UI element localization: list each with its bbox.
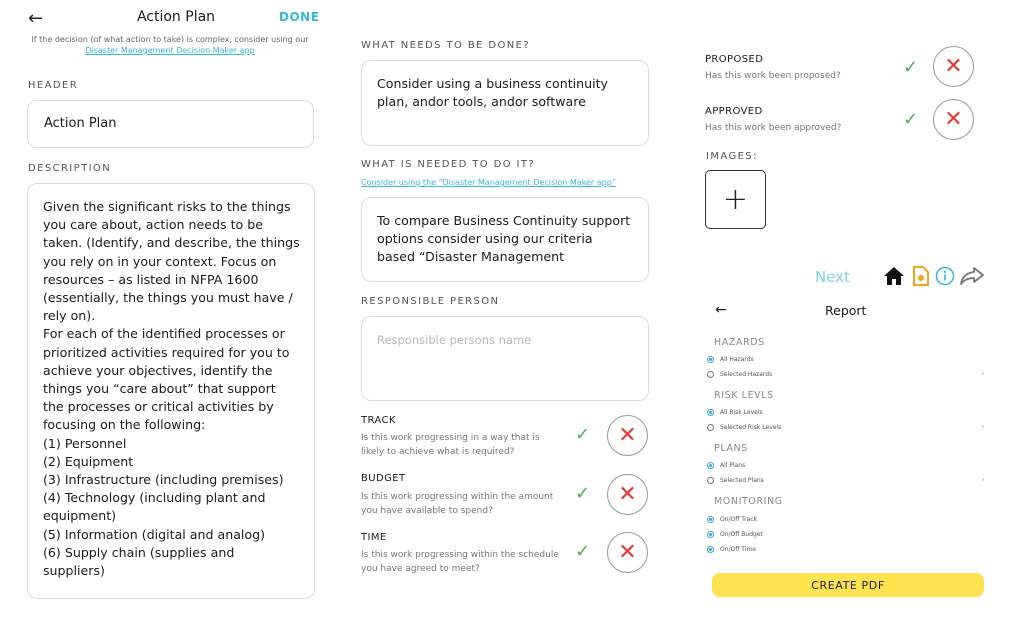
create-pdf-button[interactable]: CREATE PDF [712, 573, 984, 597]
plus-icon: + [722, 182, 749, 217]
on-off-budget-radio[interactable] [707, 531, 763, 538]
report-title: Report [825, 303, 867, 318]
approved-question: Has this work been approved? [705, 123, 842, 133]
what-needs-done-label: WHAT NEEDS TO BE DONE? [361, 40, 531, 51]
on-off-time-label: On/Off Time [720, 546, 756, 553]
all-plans-radio[interactable] [707, 462, 745, 469]
responsible-person-placeholder: Responsible persons name [377, 333, 532, 347]
track-title: TRACK [361, 415, 396, 426]
page-title: Action Plan [136, 9, 216, 25]
radio-empty-icon [707, 477, 714, 484]
all-plans-label: All Plans [720, 462, 746, 469]
document-icon[interactable] [912, 266, 930, 291]
track-cross-icon: ✕ [618, 423, 637, 448]
time-title: TIME [361, 532, 387, 543]
monitoring-label: MONITORING [714, 496, 783, 507]
radio-selected-icon [707, 516, 714, 523]
selected-risk-levels-label: Selected Risk Levels [720, 424, 782, 431]
budget-question: Is this work progressing within the amount you have available to spend? [361, 492, 554, 516]
share-icon[interactable] [960, 267, 984, 290]
decision-maker-link[interactable]: Disaster Management Decision Maker app [85, 46, 255, 55]
add-image-button[interactable] [705, 170, 766, 229]
on-off-time-radio[interactable] [707, 546, 756, 553]
plans-label: PLANS [714, 443, 748, 454]
proposed-title: PROPOSED [705, 54, 764, 65]
track-cross-button[interactable] [607, 415, 648, 456]
proposed-cross-icon: ✕ [944, 54, 963, 79]
header-input[interactable]: Action Plan [27, 100, 314, 148]
all-risk-levels-label: All Risk Levels [720, 409, 763, 416]
done-button[interactable]: DONE [279, 10, 320, 24]
info-icon[interactable] [935, 266, 955, 291]
radio-selected-icon [707, 356, 714, 363]
all-risk-levels-radio[interactable] [707, 409, 763, 416]
what-is-needed-input[interactable]: To compare Business Continuity support options consider using our criteria based “Disaster Management [361, 197, 649, 282]
radio-selected-icon [707, 409, 714, 416]
on-off-track-label: On/Off Track [720, 516, 758, 523]
approved-cross-button[interactable] [933, 99, 974, 140]
chevron-right-icon[interactable]: › [981, 369, 985, 379]
home-icon[interactable] [883, 266, 905, 291]
budget-cross-icon: ✕ [618, 482, 637, 507]
back-arrow-icon[interactable]: ← [28, 8, 44, 29]
selected-plans-label: Selected Plans [720, 477, 764, 484]
images-label: IMAGES: [706, 151, 758, 162]
budget-title: BUDGET [361, 473, 406, 484]
radio-empty-icon [707, 371, 714, 378]
hint-text: If the decision (of what action to take) is complex, consider using our [31, 35, 309, 44]
report-back-arrow-icon[interactable]: ← [715, 302, 727, 318]
chevron-right-icon[interactable]: › [981, 475, 985, 485]
radio-empty-icon [707, 424, 714, 431]
selected-risk-levels-radio[interactable] [707, 424, 781, 431]
time-cross-icon: ✕ [618, 540, 637, 565]
description-label: DESCRIPTION [28, 163, 112, 174]
decision-maker-hint [20, 34, 320, 56]
proposed-cross-button[interactable] [933, 46, 974, 87]
description-text: Given the significant risks to the things you care about, action needs to be taken. (Identify, and describe, the things you rely on in your context. Focus on resources – as listed in NFPA 1600 (essentially, the things you must have / rely on). For each of the identified processes or prioritized activities required for you to achieve your objectives, identify the things you “care about” that support the processes or critical activities by focusing on the following: (1) Personnel (2) Equipment (3) Infrastructure (including premises) (4) Technology (including plant and equipment) (5) Information (digital and analog) (6) Supply chain (supplies and suppliers) [43, 199, 300, 579]
decision-maker-app-link[interactable]: Consider using the “Disaster Management Decision Maker app” [361, 178, 616, 187]
proposed-question: Has this work been proposed? [705, 71, 841, 81]
risk-levels-label: RISK LEVLS [714, 390, 774, 401]
hazards-label: HAZARDS [714, 337, 765, 348]
time-question: Is this work progressing within the schedule you have agreed to meet? [361, 550, 559, 574]
time-cross-button[interactable] [607, 532, 648, 573]
budget-check-icon[interactable]: ✓ [575, 483, 591, 504]
radio-selected-icon [707, 462, 714, 469]
selected-hazards-radio[interactable] [707, 371, 772, 378]
budget-cross-button[interactable] [607, 474, 648, 515]
action-plan-panel [0, 0, 345, 629]
description-textarea[interactable] [27, 183, 315, 599]
on-off-budget-label: On/Off Budget [720, 531, 763, 538]
all-hazards-radio[interactable] [707, 356, 754, 363]
approved-check-icon[interactable]: ✓ [903, 109, 919, 130]
radio-selected-icon [707, 546, 714, 553]
what-is-needed-label: WHAT IS NEEDED TO DO IT? [361, 159, 536, 170]
on-off-track-radio[interactable] [707, 516, 757, 523]
header-label: HEADER [28, 80, 79, 91]
track-question: Is this work progressing in a way that is likely to achieve what is required? [361, 433, 540, 457]
responsible-person-input[interactable] [361, 316, 649, 401]
proposed-check-icon[interactable]: ✓ [903, 57, 919, 78]
chevron-right-icon[interactable]: › [981, 422, 985, 432]
radio-selected-icon [707, 531, 714, 538]
responsible-person-label: RESPONSIBLE PERSON [361, 296, 500, 307]
approved-cross-icon: ✕ [944, 107, 963, 132]
next-button[interactable]: Next [815, 268, 850, 286]
selected-hazards-label: Selected Hazards [720, 371, 773, 378]
all-hazards-label: All Hazards [720, 356, 754, 363]
selected-plans-radio[interactable] [707, 477, 764, 484]
track-check-icon[interactable]: ✓ [575, 424, 591, 445]
approved-title: APPROVED [705, 106, 763, 117]
time-check-icon[interactable]: ✓ [575, 541, 591, 562]
what-needs-done-input[interactable]: Consider using a business continuity plan, andor tools, andor software [361, 60, 649, 146]
